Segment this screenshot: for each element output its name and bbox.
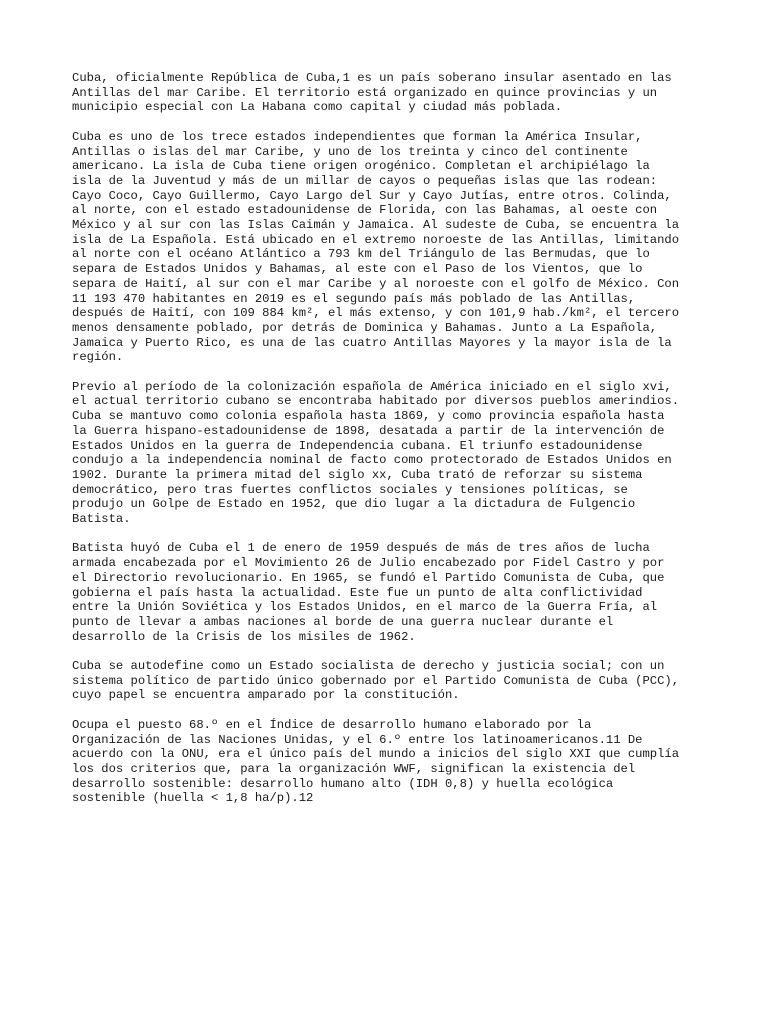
paragraph-politics: Cuba se autodefine como un Estado socialista de derecho y justicia social; con un sistema político de partido único gobernado por el Partido Comunista de Cuba (PCC), cuyo papel se encuentra amparado por la constitución.: [72, 659, 680, 703]
paragraph-development: Ocupa el puesto 68.º en el Índice de desarrollo humano elaborado por la Organización de las Naciones Unidas, y el 6.º entre los latinoamericanos.11 De acuerdo con la ONU, era el único país del mundo a inicios del siglo XXI que cumplía los dos criterios que, para la organización WWF, significan la existencia del desarrollo sostenible: desarrollo humano alto (IDH 0,8) y huella ecológica sostenible (huella < 1,8 ha/p).12: [72, 717, 680, 806]
paragraph-intro: Cuba, oficialmente República de Cuba,1 es un país soberano insular asentado en las Antillas del mar Caribe. El territorio está organizado en quince provincias y un municipio especial con La Habana como capital y ciudad más poblada.: [72, 71, 672, 115]
paragraph-revolution: Batista huyó de Cuba el 1 de enero de 1959 después de más de tres años de lucha armada encabezada por el Movimiento 26 de Julio encabezado por Fidel Castro y por el Directorio revolucionario. En 1965, se fundó el Partido Comunista de Cuba, que gobierna el país hasta la actualidad. Este fue un punto de alta conflictividad entre la Unión Soviética y los Estados Unidos, en el marco de la Guerra Fría, al punto de llevar a ambas naciones al borde de una guerra nuclear durante el desarrollo de la Crisis de los misiles de 1962.: [72, 541, 665, 644]
paragraph-history: Previo al período de la colonización española de América iniciado en el siglo xvi, el actual territorio cubano se encontraba habitado por diversos pueblos amerindios. Cuba se mantuvo como colonia española hasta 1869, y como provincia española hasta la Guerra hispano-estadounidense de 1898, desatada a partir de la intervención de Estados Unidos en la guerra de Independencia cubana. El triunfo estadounidense condujo a la independencia nominal de facto como protectorado de Estados Unidos en 1902. Durante la primera mitad del siglo xx, Cuba trató de reforzar su sistema democrático, pero tras fuertes conflictos sociales y tensiones políticas, se produjo un Golpe de Estado en 1952, que dio lugar a la dictadura de Fulgencio Batista.: [72, 379, 680, 527]
document-page: [72, 71, 712, 821]
paragraph-geography: Cuba es uno de los trece estados independientes que forman la América Insular, Antillas o islas del mar Caribe, y uno de los treinta y cinco del continente americano. La isla de Cuba tiene origen orogénico. Completan el archipiélago la isla de la Juventud y más de un millar de cayos o pequeñas islas que las rodean: Cayo Coco, Cayo Guillermo, Cayo Largo del Sur y Cayo Jutías, entre otros. Colinda, al norte, con el estado estadounidense de Florida, con las Bahamas, al oeste con México y al sur con las Islas Caimán y Jamaica. Al sudeste de Cuba, se encuentra la isla de La Española. Está ubicado en el extremo noroeste de las Antillas, limitando al norte con el océano Atlántico a 793 km del Triángulo de las Bermudas, que lo separa de Estados Unidos y Bahamas, al este con el Paso de los Vientos, que lo separa de Haití, al sur con el mar Caribe y al noroeste con el golfo de México. Con 11 193 470 habitantes en 2019 es el segundo país más poblado de las Antillas, después de Haití, con 109 884 km², el más extenso, y con 101,9 hab./km², el tercero menos densamente poblado, por detrás de Dominica y Bahamas. Junto a La Española, Jamaica y Puerto Rico, es una de las cuatro Antillas Mayores y la mayor isla de la región.: [72, 129, 680, 365]
